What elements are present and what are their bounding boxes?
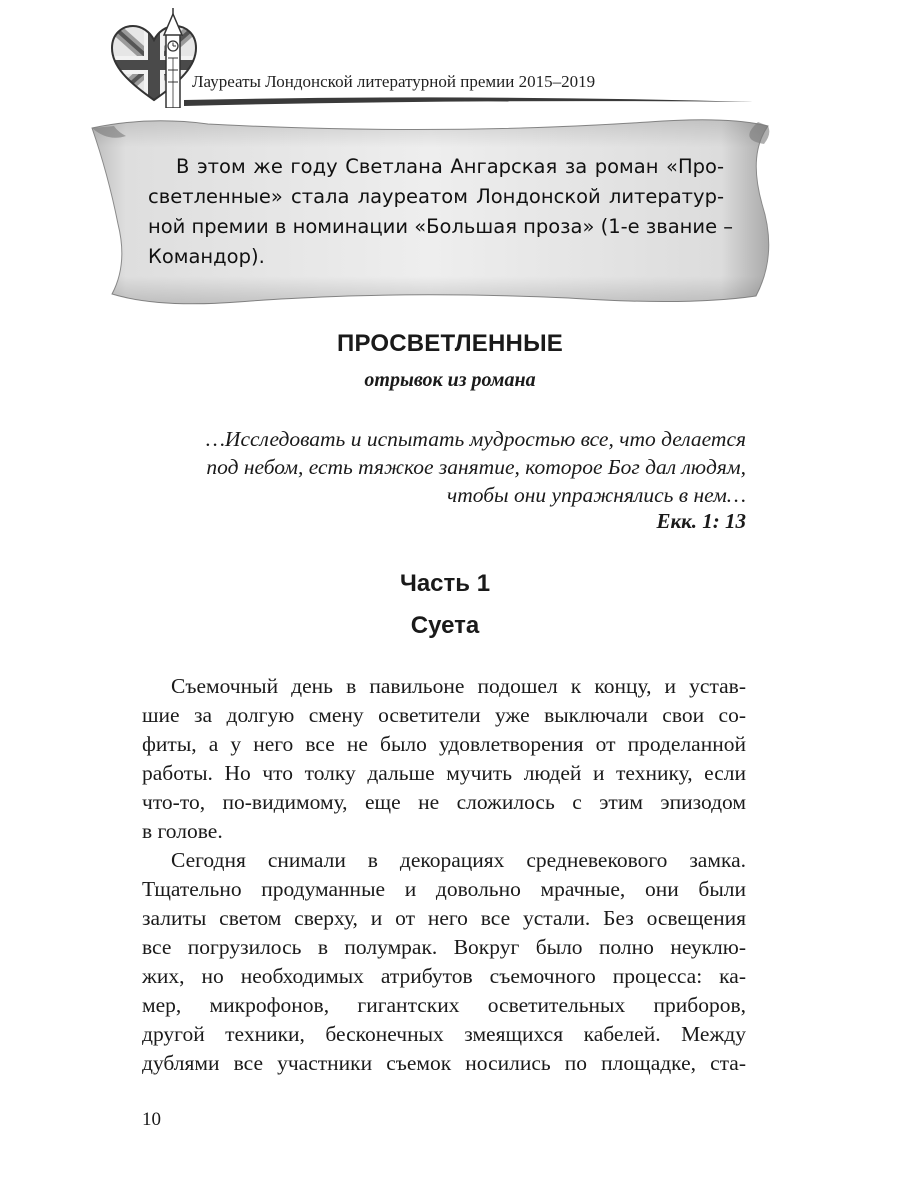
header-rule bbox=[184, 96, 754, 110]
body-line: Сегодня снимали в декорациях средневекового замка. bbox=[171, 848, 746, 872]
body-line: фиты, а у него все не было удовлетворения от проделанной bbox=[142, 732, 746, 756]
body-line: Тщательно продуманные и довольно мрачные, они были bbox=[142, 877, 746, 901]
body-line: в голове. bbox=[142, 819, 223, 843]
intro-line: ной премии в номинации «Большая проза» (1-е звание – bbox=[148, 215, 734, 238]
heart-union-jack-big-ben-icon bbox=[108, 8, 200, 108]
epigraph-line: под небом, есть тяжкое занятие, которое Бог дал людям, bbox=[206, 455, 746, 479]
work-subtitle: отрывок из романа bbox=[364, 369, 536, 391]
body-line: мер, микрофонов, гигантских осветительных приборов, bbox=[142, 993, 746, 1017]
body-line: работы. Но что толку дальше мучить людей и технику, если bbox=[142, 761, 746, 785]
body-line: жих, но необходимых атрибутов съемочного процесса: ка- bbox=[142, 964, 746, 988]
body-text bbox=[142, 672, 746, 1078]
epigraph-line: чтобы они упражнялись в нем… bbox=[446, 483, 746, 507]
epigraph-line: …Исследовать и испытать мудростью все, что делается bbox=[205, 427, 746, 451]
epigraph bbox=[130, 425, 746, 509]
intro-line: В этом же году Светлана Ангарская за роман «Про- bbox=[176, 155, 724, 178]
intro-text bbox=[148, 152, 734, 272]
chapter-heading: Суета bbox=[410, 612, 480, 639]
body-line: все погрузилось в полумрак. Вокруг было полно неуклю- bbox=[142, 935, 746, 959]
intro-scroll-box bbox=[88, 114, 780, 308]
body-line: шие за долгую смену осветители уже выключали свои со- bbox=[142, 703, 746, 727]
body-line: Съемочный день в павильоне подошел к концу, и устав- bbox=[171, 674, 746, 698]
page-number: 10 bbox=[142, 1109, 161, 1130]
intro-line: Командор). bbox=[148, 245, 265, 268]
body-line: залиты светом сверху, и от него все устали. Без освещения bbox=[142, 906, 746, 930]
body-line: другой техники, бесконечных змеящихся кабелей. Между bbox=[142, 1022, 746, 1046]
body-line: что-то, по-видимому, еще не сложилось с этим эпизодом bbox=[142, 790, 746, 814]
page-header bbox=[108, 8, 758, 113]
intro-line: светленные» стала лауреатом Лондонской литератур- bbox=[148, 185, 724, 208]
work-title: ПРОСВЕТЛЕННЫЕ bbox=[337, 330, 563, 357]
epigraph-source: Екк. 1: 13 bbox=[656, 509, 746, 533]
running-head: Лауреаты Лондонской литературной премии 2015–2019 bbox=[192, 72, 596, 91]
body-line: дублями все участники съемок носились по площадке, ста- bbox=[142, 1051, 746, 1075]
part-heading: Часть 1 bbox=[399, 570, 491, 597]
